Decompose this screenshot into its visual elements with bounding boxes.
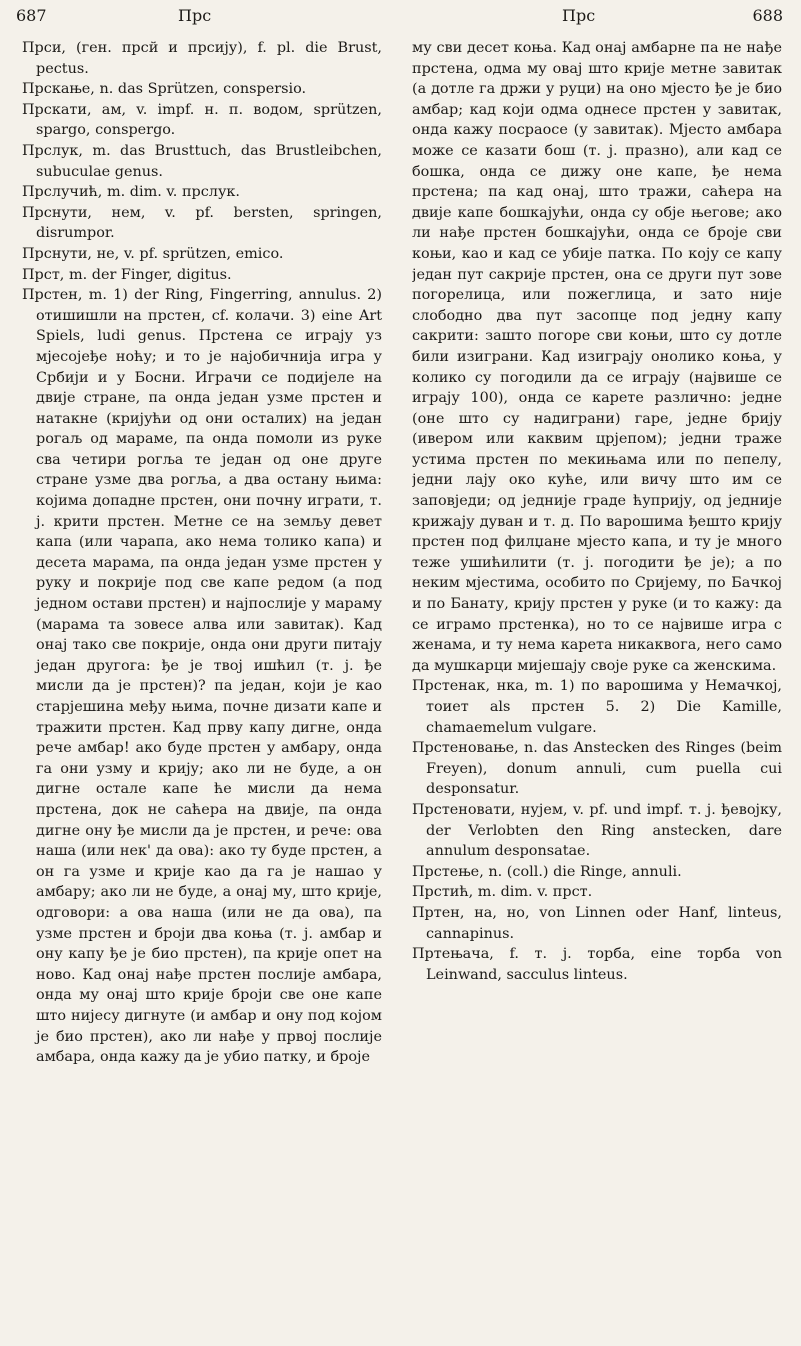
- dictionary-entry: [412, 38, 782, 676]
- entry-definition: нка, m. 1) по варошима у Немачкој, тоиет als прстен 5. 2) Die Kamille, chamaemelum vulgare.: [426, 678, 782, 736]
- entry-definition: на, но, von Linnen oder Hanf, linteus, cannapinus.: [426, 904, 782, 942]
- entry-headword: Прст,: [22, 266, 65, 283]
- running-head-left: Прс: [178, 6, 212, 25]
- entry-headword: Прснути,: [22, 204, 93, 221]
- dictionary-entry: [22, 100, 382, 141]
- entry-definition: m. dim. v. прслук.: [106, 184, 240, 201]
- entry-definition: му сви десет коња. Кад онај амбарне па не нађе прстена, одма му овај што крије метне завитак (а дотле га држи у руци) на оно мјесто ђе је био амбар; кад који одма однесе прстен у завитак, онда кажу посраосе (у завитак). Мјесто амбара може се казати бош (т. ј. празно), али кад се бошка, онда се дижу оне капе, ђе нема прстена; па кад онај, што тражи, саћера на двије капе бошкајући, онда су обје његове; ако ли нађе прстен бошкајући, онда се броје сви коњи, као и кад се убије патка. По коју се капу један пут сакрије прстен, она се други пут зове погорелица, или пожеглица, и зато није слободно два пут засопце под једну капу сакрити: зашто погоре сви коњи, што су дотле били изиграни. Кад изиграју онолико коња, у колико су погодили да се играју (највише се играју 100), онда се карете различно: једне (оне што су надиграни) гаре, једне брију (ивером или каквим црјепом); једни траже устима прстен по мекињама или по пепелу, једни лају око куће, или вичу што им се заповједи; од једније граде ћуприју, од једније крижају дуван и т. д. По варошима ђешто крију прстен под филџане мјесто капа, и ту је много теже ушићилити (т. ј. погодити ђе је); а по неким мјестима, особито по Сријему, по Бачкој и по Банату, крију прстен у руке (и то кажу: да се играмо прстенка), но то се највише игра с женама, и ту нема карета никаквога, него само да мушкарци мијешају своје руке са женскима.: [412, 40, 782, 674]
- entry-headword: Пртењача,: [412, 946, 494, 963]
- right-column: [412, 38, 782, 1340]
- entry-definition: нујем, v. pf. und impf. т. ј. ђевојку, der Verlobten den Ring anstecken, dare annulum desponsatae.: [426, 801, 782, 860]
- dictionary-entry: [412, 944, 782, 985]
- dictionary-entry: [22, 182, 382, 203]
- entry-definition: (ген. прсй и прсију), f. pl. die Brust, pectus.: [36, 40, 382, 77]
- running-head-right: Прс: [562, 6, 596, 25]
- entry-definition: m. das Brusttuch, das Brustleibchen, subuculae genus.: [36, 142, 382, 180]
- entry-definition: n. das Sprützen, conspersio.: [99, 81, 307, 98]
- entry-headword: Прси,: [22, 40, 66, 56]
- entry-headword: Прстић,: [412, 884, 474, 901]
- entry-headword: Прслук,: [22, 142, 83, 159]
- dictionary-entry: [22, 38, 382, 79]
- dictionary-entry: [412, 800, 782, 862]
- page-number-left: 687: [16, 6, 47, 25]
- dictionary-entry: [22, 141, 382, 182]
- entry-definition: m. 1) der Ring, Fingerring, annulus. 2) отишишли на прстен, cf. колачи. 3) eine Art Spiels, ludi genus. Прстена се играју уз мјесојеђе ноћу; и то је најобичнија игра у Србији и у Босни. Играчи се подијеле на двије стране, па онда један узме прстен и натакне (кријући од они осталих) на један рогаљ од мараме, па онда помоли из руке сва четири рогља те један од оне друге стране узме два рогља, а два остану њима: којима допадне прстен, они почну играти, т. ј. крити прстен. Метне се на земљу девет капа (или чарапа, ако нема толико капа) и десета марама, па онда један узме прстен у руку и покрије под све капе редом (а под једном остави прстен) и најпослије у мараму (марама та зовесе алва или завитак). Кад онај тако све покрије, онда они други питају један другога: ђе је твој ишћил (т. ј. ђе мисли да је прстен)? па један, који је као старјешина међу њима, почне дизати капе и тражити прстен. Кад прву капу дигне, онда рече амбар! ако буде прстен у амбару, онда га они узму и крију; ако ли не буде, а он дигне остале капе ће мисли да нема прстена, док не саћера на двије, па онда дигне ону ђе мисли да је прстен, и рече: ова наша (или нек' да ова): ако ту буде прстен, а он га узме и крије као да га је нашао у амбару; ако ли не буде, а онај му, што крије, одговори: а ова наша (или не да ова), па узме прстен и броји два коња (т. ј. амбар и ону капу ђе је био прстен), па крије опет на ново. Кад онај нађе прстен послије амбара, онда му онај што крије броји све оне капе што нијесу дигнуте (и амбар и ону под којом је био прстен), ако ли нађе у првој послије амбара, онда кажу да је убио патку, и броје: [36, 287, 382, 1066]
- entry-headword: Прскати,: [22, 101, 92, 118]
- entry-definition: n. das Anstecken des Ringes (beim Freyen), donum annuli, cum puella cui desponsatur.: [426, 740, 782, 798]
- left-column: [22, 38, 382, 1340]
- entry-definition: ам, v. impf. н. п. водом, sprützen, spargo, conspergo.: [36, 101, 382, 139]
- dictionary-entry: [412, 862, 782, 883]
- page-number-right: 688: [752, 6, 783, 25]
- dictionary-entry: [22, 244, 382, 265]
- dictionary-entry: [22, 265, 382, 286]
- entry-headword: Прскање,: [22, 81, 95, 98]
- dictionary-entry: [412, 903, 782, 944]
- dictionary-entry: [412, 882, 782, 903]
- page-header: [0, 6, 801, 32]
- entry-headword: Прстење,: [412, 863, 484, 880]
- entry-definition: f. т. ј. торба, eine торба von Leinwand, sacculus linteus.: [426, 946, 782, 983]
- entry-headword: Прстен,: [22, 287, 83, 304]
- entry-definition: m. dim. v. прст.: [477, 884, 593, 901]
- dictionary-entry: [412, 676, 782, 738]
- entry-headword: Прстенак,: [412, 678, 491, 695]
- entry-headword: Прстеновати,: [412, 801, 516, 818]
- dictionary-entry: [22, 203, 382, 244]
- entry-headword: Прснути,: [22, 245, 93, 262]
- entry-definition: нем, v. pf. bersten, springen, disrumpor.: [36, 204, 382, 242]
- entry-headword: Пртен,: [412, 904, 465, 921]
- entry-definition: не, v. pf. sprützen, emico.: [96, 245, 284, 262]
- entry-headword: Прслучић,: [22, 184, 103, 201]
- dictionary-entry: [412, 738, 782, 800]
- entry-definition: n. (coll.) die Ringe, annuli.: [488, 863, 682, 880]
- dictionary-entry: [22, 285, 382, 1068]
- entry-definition: m. der Finger, digitus.: [68, 266, 232, 283]
- dictionary-entry: [22, 79, 382, 100]
- entry-headword: Прстеновање,: [412, 740, 519, 757]
